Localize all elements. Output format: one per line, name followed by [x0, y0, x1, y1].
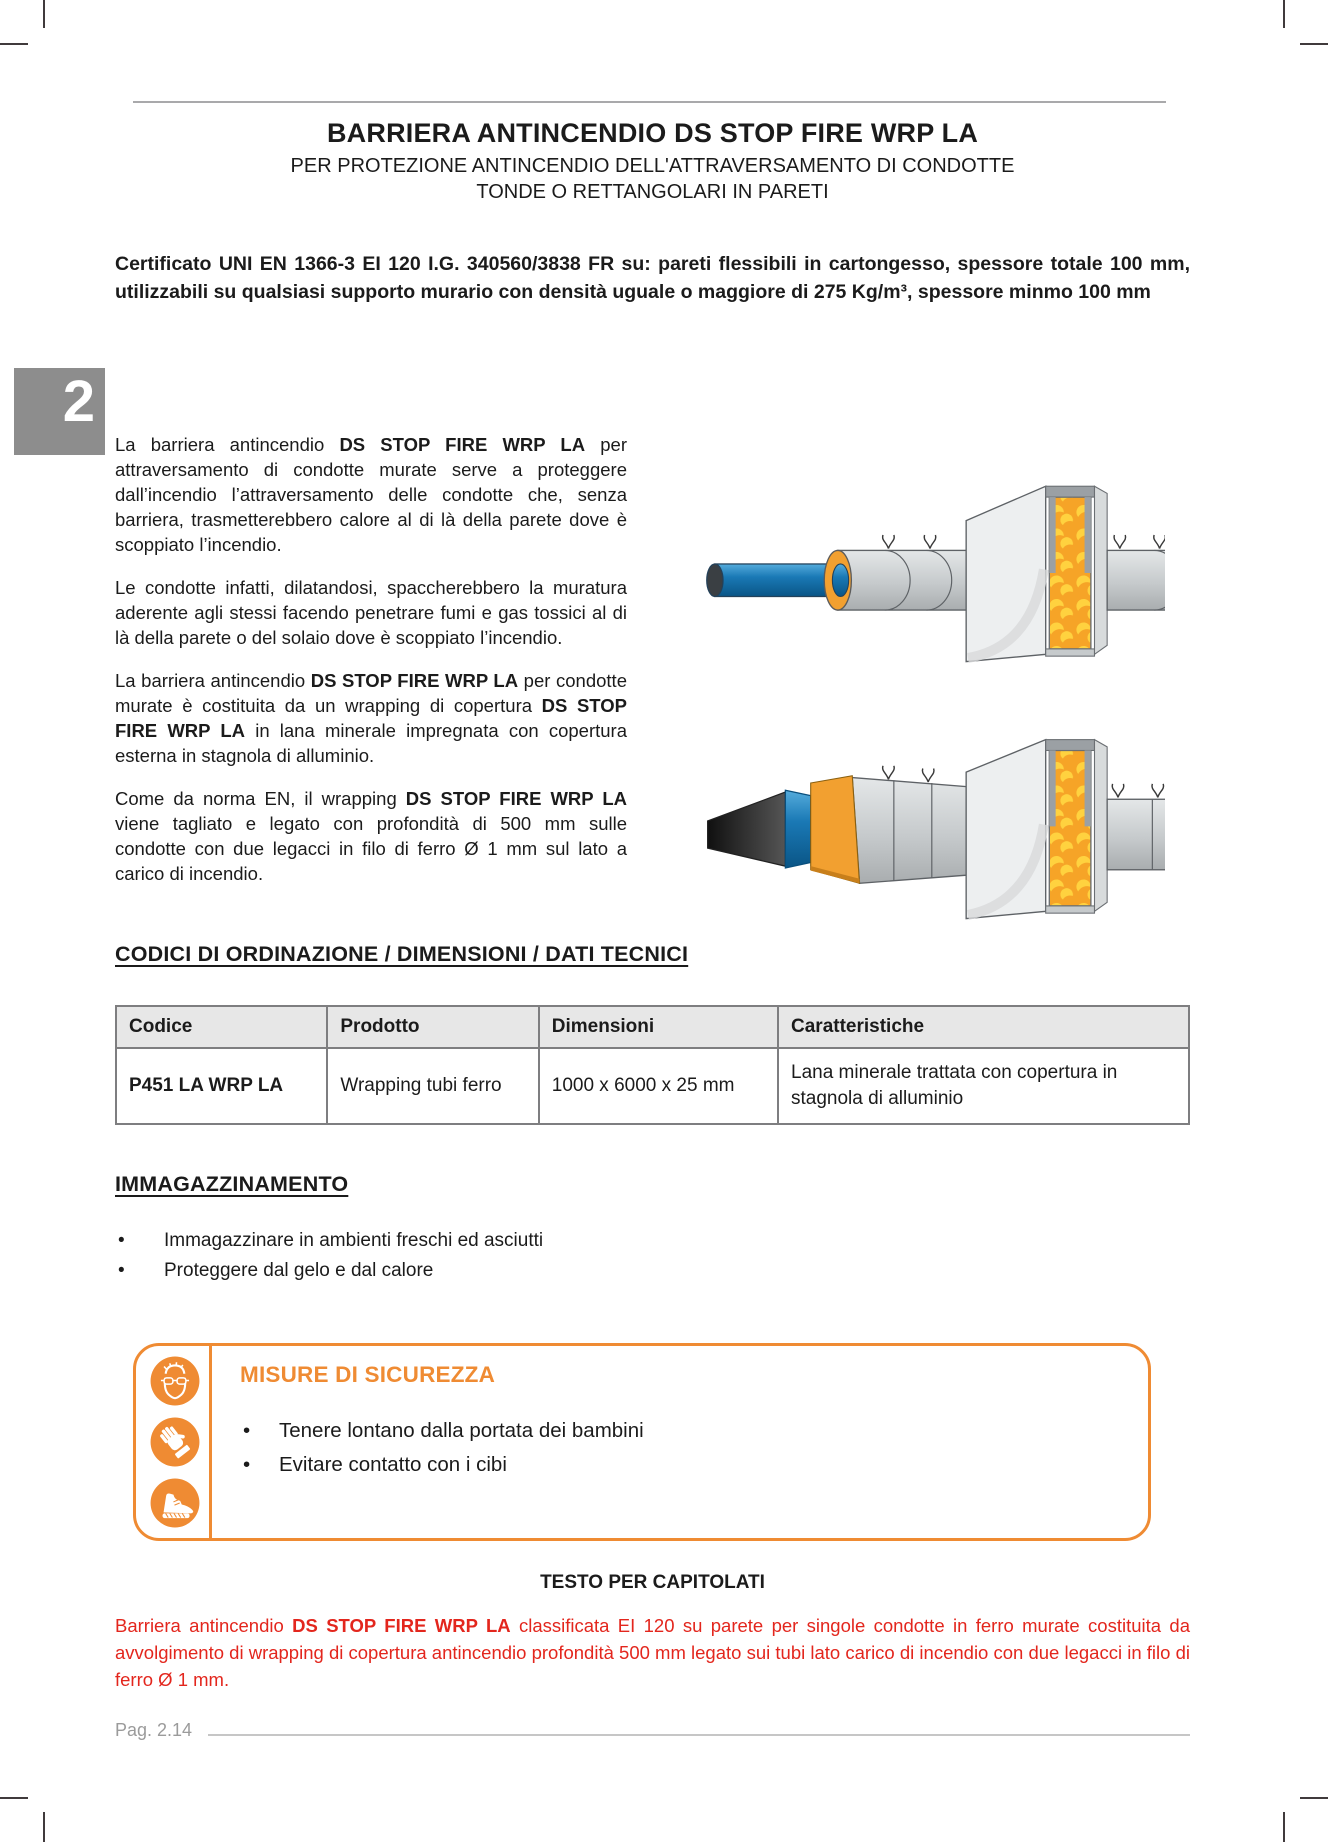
- gloves-icon: [149, 1416, 201, 1468]
- intro-paragraph-3: [115, 668, 627, 768]
- left-pipe: [706, 564, 835, 597]
- round-pipe-illustration: [695, 432, 1165, 667]
- text-run: La barriera antincendio: [115, 434, 340, 455]
- figure-column: [627, 432, 1190, 924]
- storage-heading: IMMAGAZZINAMENTO: [115, 1172, 349, 1196]
- ordering-heading: CODICI DI ORDINAZIONE / DIMENSIONI / DATI TECNICI: [115, 942, 689, 966]
- intro-paragraph-2: [115, 575, 627, 650]
- crop-mark-top-left-v: [43, 0, 45, 28]
- text-run: in lana minerale impregnata con copertura esterna in stagnola di alluminio.: [115, 720, 627, 766]
- bullet-marker: •: [243, 1419, 251, 1442]
- crop-mark-bottom-right-h: [1300, 1797, 1328, 1799]
- wire-tie: [882, 535, 894, 549]
- storage-list: [115, 1226, 543, 1286]
- cell-dimensioni: 1000 x 6000 x 25 mm: [539, 1048, 778, 1124]
- product-name: DS STOP FIRE WRP LA: [405, 788, 627, 809]
- page-subtitle: [115, 153, 1190, 205]
- text-run: Barriera antincendio: [115, 1615, 293, 1636]
- certificate-paragraph: Certificato UNI EN 1366-3 EI 120 I.G. 340560/3838 FR su: pareti flessibili in cartongesso, spessore totale 100 mm, utilizzabili su qualsiasi supporto murario con densità uguale o maggiore di 275 Kg/m³, spessore minmo 100 mm: [115, 253, 1190, 303]
- wire-tie: [1153, 535, 1164, 549]
- safety-heading: MISURE DI SICUREZZA: [240, 1362, 496, 1387]
- subtitle-line-1: PER PROTEZIONE ANTINCENDIO DELL'ATTRAVERSAMENTO DI CONDOTTE: [290, 155, 1015, 177]
- document-header: [115, 118, 1190, 205]
- text-run: Come da norma EN, il wrapping: [115, 788, 406, 809]
- list-item: [240, 1448, 1120, 1482]
- storage-item-text: Proteggere dal gelo e dal calore: [164, 1260, 434, 1281]
- cell-prodotto: Wrapping tubi ferro: [327, 1048, 538, 1124]
- text-run: per attraversamento di condotte murate serve a proteggere dall’incendio l’attraversamento delle condotte che, senza barriera, trasmetterebbero calore al di là della parete dove è scoppiato l’incendio.: [115, 434, 627, 555]
- list-item: [240, 1414, 1120, 1448]
- page-number-label: Pag. 2.14: [115, 1720, 193, 1740]
- intro-paragraph-4: [115, 786, 627, 886]
- rect-duct-illustration: [695, 689, 1165, 924]
- product-name: DS STOP FIRE WRP LA: [115, 695, 627, 741]
- footer-rule: [208, 1720, 1190, 1736]
- storage-item-text: Immagazzinare in ambienti freschi ed asciutti: [164, 1230, 544, 1251]
- intro-paragraph-1: [115, 432, 627, 557]
- product-name: DS STOP FIRE WRP LA: [292, 1615, 511, 1636]
- safety-item-text: Evitare contatto con i cibi: [279, 1453, 507, 1476]
- safety-list: [240, 1414, 1120, 1482]
- text-run: classificata EI 120 su parete per singole condotte in ferro murate costituita da avvolgimento di wrapping di copertura antincendio profondità 500 mm legato sui tubi lato carico di incendio con due legacci in filo di ferro Ø 1 mm.: [115, 1615, 1190, 1690]
- wire-tie: [1151, 784, 1163, 798]
- col-header-codice: Codice: [116, 1006, 327, 1048]
- bullet-marker: •: [118, 1260, 125, 1281]
- boots-icon: [149, 1477, 201, 1529]
- wire-tie: [1114, 535, 1126, 549]
- product-name: DS STOP FIRE WRP LA: [310, 670, 519, 691]
- cell-codice: P451 LA WRP LA: [116, 1048, 327, 1124]
- intro-section: [115, 432, 1190, 924]
- goggles-icon: [149, 1355, 201, 1407]
- safety-item-text: Tenere lontano dalla portata dei bambini: [279, 1419, 644, 1442]
- crop-mark-top-right-v: [1283, 0, 1285, 28]
- subtitle-line-2: TONDE O RETTANGOLARI IN PARETI: [476, 181, 829, 203]
- product-name: DS STOP FIRE WRP LA: [339, 434, 586, 455]
- left-duct: [707, 790, 810, 868]
- wire-tie: [922, 769, 934, 783]
- header-rule: [133, 101, 1166, 103]
- crop-mark-top-left-h: [0, 43, 28, 45]
- col-header-prodotto: Prodotto: [327, 1006, 538, 1048]
- safety-box: [133, 1343, 1151, 1541]
- text-run: viene tagliato e legato con profondità di 500 mm sulle condotte con due legacci in filo di ferro Ø 1 mm sul lato a carico di incendio.: [115, 813, 627, 884]
- specs-paragraph: [115, 1612, 1190, 1693]
- text-run: per condotte murate è costituita da un wrapping di copertura: [115, 670, 627, 716]
- wall-section: [966, 486, 1107, 661]
- wall-section: [966, 740, 1107, 919]
- chapter-number: 2: [62, 369, 95, 434]
- text-run: La barriera antincendio: [115, 670, 311, 691]
- intro-text-column: [115, 432, 627, 924]
- crop-mark-top-right-h: [1300, 43, 1328, 45]
- left-wrap: [824, 535, 966, 610]
- safety-icon-column: [136, 1346, 212, 1538]
- left-wrap: [810, 766, 965, 884]
- wire-tie: [1112, 784, 1124, 798]
- table-row: [116, 1048, 1189, 1124]
- col-header-caratteristiche: Caratteristiche: [778, 1006, 1189, 1048]
- right-wrap: [1107, 535, 1165, 610]
- crop-mark-bottom-right-v: [1283, 1812, 1285, 1842]
- col-header-dimensioni: Dimensioni: [539, 1006, 778, 1048]
- text-run: Le condotte infatti, dilatandosi, spaccherebbero la muratura aderente agli stessi facendo penetrare fumi e gas tossici al di là della parete o del solaio dove è scoppiato l’incendio.: [115, 577, 627, 648]
- crop-mark-bottom-left-v: [43, 1812, 45, 1842]
- chapter-tab: [14, 368, 105, 455]
- wire-tie: [882, 766, 894, 780]
- wire-tie: [924, 535, 936, 549]
- right-wrap: [1107, 784, 1165, 870]
- cell-caratteristiche: Lana minerale trattata con copertura in stagnola di alluminio: [778, 1048, 1189, 1124]
- list-item: [115, 1226, 543, 1256]
- list-item: [115, 1256, 543, 1286]
- page-footer: [115, 1720, 1190, 1741]
- bullet-marker: •: [118, 1230, 125, 1251]
- bullet-marker: •: [243, 1453, 251, 1476]
- crop-mark-bottom-left-h: [0, 1797, 28, 1799]
- table-header-row: [116, 1006, 1189, 1048]
- safety-content: [212, 1346, 1148, 1538]
- specs-heading: TESTO PER CAPITOLATI: [540, 1572, 765, 1593]
- page-title: BARRIERA ANTINCENDIO DS STOP FIRE WRP LA: [326, 118, 979, 148]
- ordering-table: [115, 1005, 1190, 1125]
